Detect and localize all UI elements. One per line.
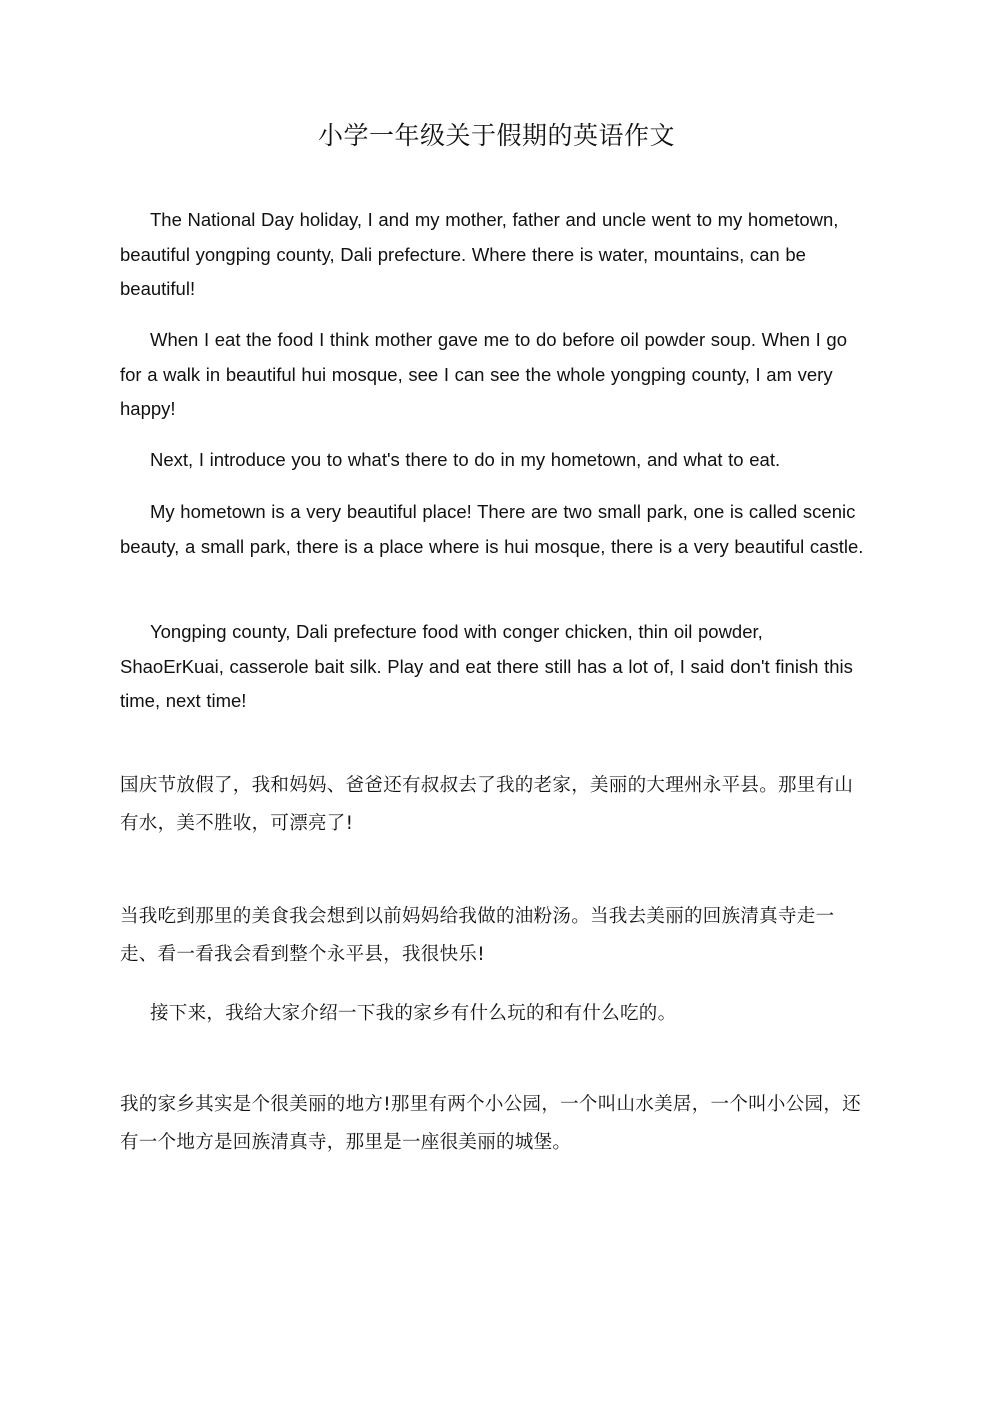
document-title: 小学一年级关于假期的英语作文 <box>317 121 675 150</box>
english-paragraph-5-text: Yongping county, Dali prefecture food with conger chicken, thin oil powder, ShaoErKuai, casserole bait silk. Play and eat there still has a lot of, I said don't finish this time, next time! <box>120 621 853 711</box>
english-paragraph-1 <box>120 203 870 307</box>
english-paragraph-4 <box>120 495 870 564</box>
chinese-paragraph-4: 我的家乡其实是个很美丽的地方!那里有两个小公园，一个叫山水美居，一个叫小公园，还有一个地方是回族清真寺，那里是一座很美丽的城堡。 <box>120 1094 861 1153</box>
english-paragraph-5 <box>120 615 870 719</box>
english-paragraph-3 <box>120 443 870 478</box>
english-paragraph-2-text: When I eat the food I think mother gave me to do before oil powder soup. When I go for a walk in beautiful hui mosque, see I can see the whole yongping county, I am very happy! <box>120 329 847 419</box>
chinese-paragraph-1: 国庆节放假了，我和妈妈、爸爸还有叔叔去了我的老家，美丽的大理州永平县。那里有山有水，美不胜收，可漂亮了! <box>120 775 854 834</box>
chinese-paragraph-3-text: 接下来，我给大家介绍一下我的家乡有什么玩的和有什么吃的。 <box>150 1003 677 1024</box>
english-paragraph-3-text: Next, I introduce you to what's there to do in my hometown, and what to eat. <box>150 449 781 470</box>
chinese-paragraph-2: 当我吃到那里的美食我会想到以前妈妈给我做的油粉汤。当我去美丽的回族清真寺走一走、看一看我会看到整个永平县，我很快乐! <box>120 906 835 965</box>
english-paragraph-1-text: The National Day holiday, I and my mother, father and uncle went to my hometown, beautiful yongping county, Dali prefecture. Where there is water, mountains, can be beautiful! <box>120 209 839 299</box>
chinese-paragraph-3 <box>120 995 870 1033</box>
english-paragraph-4-text: My hometown is a very beautiful place! There are two small park, one is called scenic beauty, a small park, there is a place where is hui mosque, there is a very beautiful castle. <box>120 501 864 557</box>
english-paragraph-2 <box>120 323 870 427</box>
